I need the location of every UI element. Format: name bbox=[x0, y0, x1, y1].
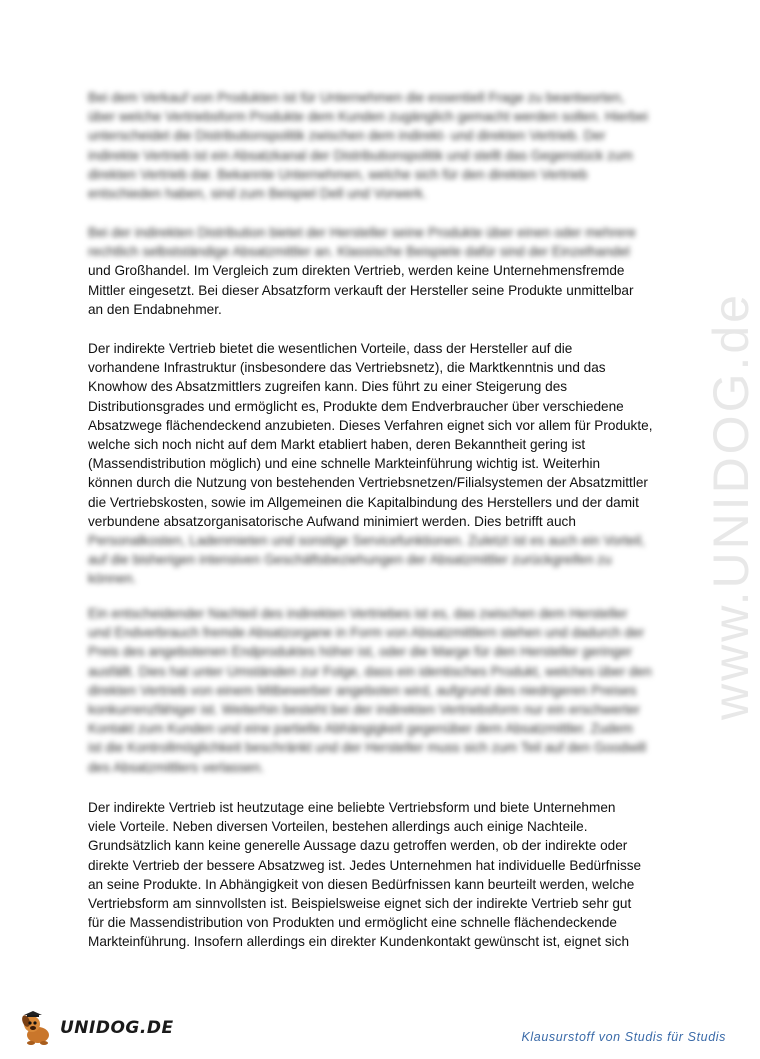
text-line: konkurrenzfähiger ist. Weiterhin besteht bei der indirekten Vertriebsform nur ein erschwerter bbox=[88, 702, 641, 718]
text-line: ausfällt. Dies hat unter Umständen zur Folge, dass ein identisches Produkt, welches über den bbox=[88, 663, 652, 679]
text-line: Grundsätzlich kann keine generelle Aussage dazu getroffen werden, ob der indirekte oder bbox=[88, 838, 628, 854]
text-line: Mittler eingesetzt. Bei dieser Absatzform verkauft der Hersteller seine Produkte unmittelbar bbox=[88, 282, 634, 298]
text-line: Bei dem Verkauf von Produkten ist für Unternehmen die essentiell Frage zu beantworten, bbox=[88, 90, 625, 105]
text-line: Absatzwege flächendeckend anzubieten. Dieses Verfahren eignet sich vor allem für Produkte, bbox=[88, 417, 653, 433]
text-line: Vertriebsform am sinnvollsten ist. Beispielsweise eignet sich der indirekte Vertrieb sehr gut bbox=[88, 896, 632, 912]
text-line: direkten Vertrieb von einem Mitbewerber angeboten wird, aufgrund des niedrigeren Preises bbox=[88, 682, 637, 698]
text-line: Distributionsgrades und ermöglicht es, Produkte dem Endverbraucher über verschiedene bbox=[88, 398, 624, 414]
text-line: Kontakt zum Kunden und eine partielle Abhängigkeit gegenüber dem Absatzmittler. Zudem bbox=[88, 721, 633, 737]
text-line: Preis des angebotenen Endproduktes höher ist, oder die Marge für den Hersteller geringer bbox=[88, 644, 633, 660]
text-line: verbundene absatzorganisatorische Aufwand minimiert werden. Dies betrifft auch bbox=[88, 513, 576, 529]
unidog-logo bbox=[18, 1010, 174, 1046]
text-line: Markteinführung. Insofern allerdings ein direkter Kundenkontakt gewünscht ist, eignet sich bbox=[88, 934, 630, 950]
text-line: die Vertriebskosten, sowie im Allgemeinen die Kapitalbindung des Herstellers und der damit bbox=[88, 494, 639, 510]
text-line: ist die Kontrollmöglichkeit beschränkt und der Hersteller muss sich zum Teil auf den Goodwill bbox=[88, 740, 647, 756]
text-line: direkte Vertrieb der bessere Absatzweg ist. Jedes Unternehmen hat individuelle Bedürfnisse bbox=[88, 857, 642, 873]
text-line: des Absatzmittlers verlassen. bbox=[88, 759, 265, 775]
logo-text: UNIDOG.DE bbox=[60, 1018, 174, 1038]
text-line: und Endverbrauch fremde Absatzorgane in Form von Absatzmittlern stehen und dadurch der bbox=[88, 625, 645, 641]
paragraph-advantages bbox=[88, 339, 663, 589]
text-line: viele Vorteile. Neben diversen Vorteilen, bestehen allerdings auch einige Nachteile. bbox=[88, 819, 588, 835]
text-line: können. bbox=[88, 571, 137, 587]
footer-slogan: Klausurstoff von Studis für Studis bbox=[521, 1030, 726, 1044]
text-line: und Großhandel. Im Vergleich zum direkten Vertrieb, werden keine Unternehmensfremde bbox=[88, 263, 625, 279]
text-line: an seine Produkte. In Abhängigkeit von diesen Bedürfnissen kann beurteilt werden, welche bbox=[88, 876, 635, 892]
text-line: unterscheidet die Distributionspolitik zwischen dem indirekt- und direkten Vertrieb. Der bbox=[88, 128, 606, 144]
text-line: rechtlich selbstständige Absatzmittler an. Klassische Beispiele dafür sind der Einzelhandel bbox=[88, 244, 630, 260]
text-line: über welche Vertriebsform Produkte dem Kunden zugänglich gemacht werden sollen. Hierbei bbox=[88, 109, 648, 125]
text-line: Bei der indirekten Distribution bietet der Hersteller seine Produkte über einen oder mehrere bbox=[88, 225, 636, 240]
text-line: direkten Vertrieb dar. Bekannte Unternehmen, welche sich für den direkten Vertrieb bbox=[88, 166, 588, 182]
text-line: können durch die Nutzung von bestehenden Vertriebsnetzen/Filialsystemen der Absatzmittler bbox=[88, 475, 648, 491]
text-line: Personalkosten, Ladenmieten und sonstige Servicefunktionen. Zuletzt ist es auch ein Vorteil, bbox=[88, 533, 645, 549]
text-line: Der indirekte Vertrieb bietet die wesentlichen Vorteile, dass der Hersteller auf die bbox=[88, 341, 573, 356]
text-line: (Massendistribution möglich) und eine schnelle Markteinführung wichtig ist. Weiterhin bbox=[88, 456, 601, 472]
text-line: Ein entscheidender Nachteil des indirekten Vertriebes ist es, das zwischen dem Hersteller bbox=[88, 606, 628, 621]
text-line: an den Endabnehmer. bbox=[88, 301, 222, 317]
text-line: auf die bisherigen intensiven Geschäftsbeziehungen der Absatzmittler zurückgreifen zu bbox=[88, 552, 612, 568]
text-line: Der indirekte Vertrieb ist heutzutage eine beliebte Vertriebsform und biete Unternehmen bbox=[88, 800, 616, 815]
paragraph-conclusion bbox=[88, 798, 663, 952]
text-line: Knowhow des Absatzmittlers zugreifen kann. Dies führt zu einer Steigerung des bbox=[88, 379, 568, 395]
text-line: für die Massendistribution von Produkten und ermöglicht eine schnelle flächendeckende bbox=[88, 915, 617, 931]
watermark: www.UNIDOG.de bbox=[703, 292, 759, 720]
text-line: entschieden haben, sind zum Beispiel Dell und Vorwerk. bbox=[88, 186, 427, 202]
text-line: welche sich noch nicht auf dem Markt etabliert haben, deren Bekanntheit gering ist bbox=[88, 437, 586, 453]
dog-mascot-icon bbox=[18, 1010, 58, 1046]
paragraph-disadvantages bbox=[88, 604, 663, 777]
text-line: indirekte Vertrieb ist ein Absatzkanal der Distributionspolitik und stellt das Gegenstück zum bbox=[88, 147, 633, 163]
text-line: vorhandene Infrastruktur (insbesondere das Vertriebsnetz), die Marktkenntnis und das bbox=[88, 360, 606, 376]
paragraph-indirect-distribution bbox=[88, 223, 663, 319]
paragraph-intro bbox=[88, 88, 663, 203]
